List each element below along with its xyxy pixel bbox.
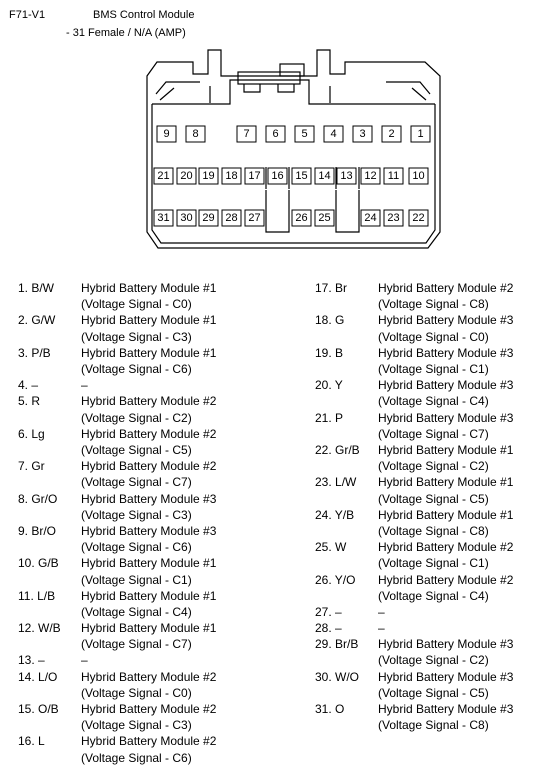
pin-signal: (Voltage Signal - C6): [81, 361, 192, 376]
pin-number-color: 8. Gr/O: [18, 491, 58, 506]
pin-number-color: 21. P: [315, 410, 344, 425]
pin-description: [378, 604, 385, 620]
pin-description: [378, 507, 513, 539]
pin-module: Hybrid Battery Module #3: [378, 313, 514, 328]
connector-pin-number: 1: [417, 128, 424, 140]
connector-pin-number: 18: [225, 170, 238, 182]
pin-number-color: 5. R: [18, 394, 41, 409]
pin-module: Hybrid Battery Module #3: [81, 523, 217, 538]
pin-signal: (Voltage Signal - C5): [378, 491, 489, 506]
pin-number-color: 17. Br: [315, 281, 348, 295]
pin-module: Hybrid Battery Module #3: [378, 410, 514, 425]
pin-number-color: 12. W/B: [18, 621, 61, 636]
pin-module: Hybrid Battery Module #3: [378, 702, 514, 717]
pin-module: Hybrid Battery Module #1: [81, 313, 217, 328]
pin-signal: (Voltage Signal - C3): [81, 718, 192, 733]
pin-module: Hybrid Battery Module #3: [378, 378, 514, 393]
connector-pin-number: 22: [412, 212, 425, 224]
pin-number-color: 23. L/W: [315, 475, 357, 490]
connector-pin-number: 27: [248, 212, 261, 224]
pin-signal: (Voltage Signal - C4): [378, 394, 489, 409]
pin-module: Hybrid Battery Module #2: [378, 572, 514, 587]
pin-signal: (Voltage Signal - C7): [378, 426, 489, 441]
connector-pin-number: 4: [330, 128, 337, 140]
pin-signal: (Voltage Signal - C2): [81, 410, 192, 425]
pin-number-color: 22. Gr/B: [315, 442, 360, 457]
connector-pin-number: 2: [388, 128, 395, 140]
pin-number-color: 26. Y/O: [315, 572, 356, 587]
pin-signal: (Voltage Signal - C3): [81, 507, 192, 522]
pin-description: [81, 555, 216, 587]
connector-pin-number: 6: [272, 128, 279, 140]
pin-signal: (Voltage Signal - C3): [81, 329, 192, 344]
pin-module: Hybrid Battery Module #2: [81, 669, 217, 684]
pin-module: Hybrid Battery Module #2: [378, 540, 514, 555]
pin-signal: (Voltage Signal - C8): [378, 523, 489, 538]
pin-signal: (Voltage Signal - C5): [81, 442, 192, 457]
pin-signal: (Voltage Signal - C1): [81, 572, 192, 587]
connector-pin-number: 15: [295, 170, 308, 182]
pin-signal: (Voltage Signal - C2): [378, 653, 489, 668]
pin-number-color: 31. O: [315, 702, 345, 717]
pin-module: Hybrid Battery Module #1: [81, 281, 217, 295]
pin-number-color: 6. Lg: [18, 426, 45, 441]
pin-description: [378, 669, 513, 701]
pin-module: –: [81, 378, 88, 393]
pin-module: Hybrid Battery Module #1: [81, 621, 217, 636]
pin-module: Hybrid Battery Module #2: [378, 281, 514, 295]
pin-signal: (Voltage Signal - C7): [81, 637, 192, 652]
pin-description: [81, 523, 216, 555]
pin-description: [81, 620, 216, 652]
pin-number-color: 1. B/W: [18, 281, 55, 295]
pin-signal: (Voltage Signal - C0): [378, 329, 489, 344]
connector-pin-number: 21: [157, 170, 170, 182]
pin-number-color: 25. W: [315, 540, 347, 555]
pin-description: [378, 410, 513, 442]
pin-number-color: 18. G: [315, 313, 345, 328]
pin-description: [378, 572, 513, 604]
connector-pin-number: 3: [359, 128, 366, 140]
pin-signal: (Voltage Signal - C0): [81, 297, 192, 312]
connector-pin-number: 13: [340, 170, 353, 182]
pin-number-color: 29. Br/B: [315, 637, 359, 652]
pin-signal: (Voltage Signal - C7): [81, 475, 192, 490]
pin-description: [81, 393, 216, 425]
pin-description: [81, 588, 216, 620]
pin-description: [378, 539, 513, 571]
pin-description: [81, 312, 216, 344]
pin-number-color: 10. G/B: [18, 556, 59, 571]
pin-module: Hybrid Battery Module #1: [378, 475, 514, 490]
pin-number-color: 15. O/B: [18, 702, 59, 717]
connector-pin-number: 20: [180, 170, 193, 182]
pin-signal: (Voltage Signal - C4): [81, 604, 192, 619]
pin-description: [378, 345, 513, 377]
pin-number-color: 14. L/O: [18, 669, 58, 684]
pin-description: [378, 636, 513, 668]
connector-pin-number: 19: [202, 170, 215, 182]
pin-module: –: [378, 621, 385, 636]
pin-number-color: 24. Y/B: [315, 507, 355, 522]
pin-description: [81, 701, 216, 733]
connector-pin-number: 26: [295, 212, 308, 224]
pin-number-color: 2. G/W: [18, 313, 56, 328]
pin-number-color: 4. –: [18, 378, 39, 393]
pin-number-color: 20. Y: [315, 378, 343, 393]
pin-description: [81, 652, 88, 668]
pin-description: [81, 280, 216, 312]
pin-module: –: [81, 653, 88, 668]
pin-module: Hybrid Battery Module #3: [378, 669, 514, 684]
connector-pin-number: 8: [192, 128, 199, 140]
pin-description: [378, 442, 513, 474]
pin-module: Hybrid Battery Module #3: [378, 345, 514, 360]
pin-number-color: 7. Gr: [18, 459, 45, 474]
connector-pin-number: 23: [387, 212, 400, 224]
connector-pin-number: 5: [301, 128, 308, 140]
pin-description: [378, 474, 513, 506]
pin-module: Hybrid Battery Module #1: [81, 556, 217, 571]
pin-module: Hybrid Battery Module #2: [81, 702, 217, 717]
pin-description: [378, 280, 513, 312]
pin-number-color: 3. P/B: [18, 345, 51, 360]
pin-signal: (Voltage Signal - C5): [378, 685, 489, 700]
pin-number-color: 9. Br/O: [18, 523, 57, 538]
pin-signal: (Voltage Signal - C4): [378, 588, 489, 603]
pin-module: Hybrid Battery Module #1: [81, 345, 217, 360]
pin-signal: (Voltage Signal - C6): [81, 750, 192, 765]
pin-number-color: 28. –: [315, 621, 342, 636]
connector-pin-number: 31: [157, 212, 170, 224]
pin-number-color: 11. L/B: [18, 588, 56, 603]
pin-number-color: 13. –: [18, 653, 45, 668]
page-title: BMS Control Module: [93, 9, 195, 21]
pin-description: [81, 345, 216, 377]
pin-signal: (Voltage Signal - C6): [81, 540, 192, 555]
pin-module: Hybrid Battery Module #2: [81, 459, 217, 474]
connector-diagram: [0, 0, 534, 270]
pin-signal: (Voltage Signal - C8): [378, 718, 489, 733]
pin-description: [81, 491, 216, 523]
pin-module: Hybrid Battery Module #2: [81, 426, 217, 441]
pin-signal: (Voltage Signal - C1): [378, 556, 489, 571]
pin-module: Hybrid Battery Module #1: [378, 507, 514, 522]
pin-number-color: 30. W/O: [315, 669, 360, 684]
pin-signal: (Voltage Signal - C1): [378, 361, 489, 376]
pin-module: Hybrid Battery Module #1: [378, 442, 514, 457]
connector-subtitle: - 31 Female / N/A (AMP): [66, 27, 186, 39]
connector-pin-number: 7: [243, 128, 250, 140]
connector-pin-number: 30: [180, 212, 193, 224]
pin-description: [81, 377, 88, 393]
pin-description: [81, 733, 216, 765]
connector-pin-number: 9: [163, 128, 170, 140]
connector-pin-number: 14: [318, 170, 331, 182]
pin-description: [378, 620, 385, 636]
pin-module: Hybrid Battery Module #1: [81, 588, 217, 603]
connector-pin-number: 12: [364, 170, 377, 182]
pin-module: Hybrid Battery Module #2: [81, 734, 217, 749]
pin-description: [378, 312, 513, 344]
pin-module: Hybrid Battery Module #3: [81, 491, 217, 506]
pin-number-color: 19. B: [315, 345, 344, 360]
connector-pin-number: 29: [202, 212, 215, 224]
pin-description: [378, 701, 513, 733]
pin-description: [378, 377, 513, 409]
pin-description: [81, 426, 216, 458]
connector-pin-number: 16: [271, 170, 284, 182]
connector-pin-number: 17: [248, 170, 261, 182]
connector-pin-number: 10: [412, 170, 425, 182]
pin-module: Hybrid Battery Module #3: [378, 637, 514, 652]
document-code: F71-V1: [9, 9, 46, 21]
pin-signal: (Voltage Signal - C0): [81, 685, 192, 700]
pin-module: –: [378, 604, 385, 619]
pin-number-color: 27. –: [315, 604, 342, 619]
connector-pin-number: 24: [364, 212, 377, 224]
connector-pin-number: 25: [318, 212, 331, 224]
pin-signal: (Voltage Signal - C8): [378, 297, 489, 312]
pin-description: [81, 669, 216, 701]
pin-module: Hybrid Battery Module #2: [81, 394, 217, 409]
connector-pin-number: 28: [225, 212, 238, 224]
pin-number-color: 16. L: [18, 734, 45, 749]
pin-description: [81, 458, 216, 490]
connector-pin-number: 11: [387, 170, 400, 182]
pin-signal: (Voltage Signal - C2): [378, 459, 489, 474]
